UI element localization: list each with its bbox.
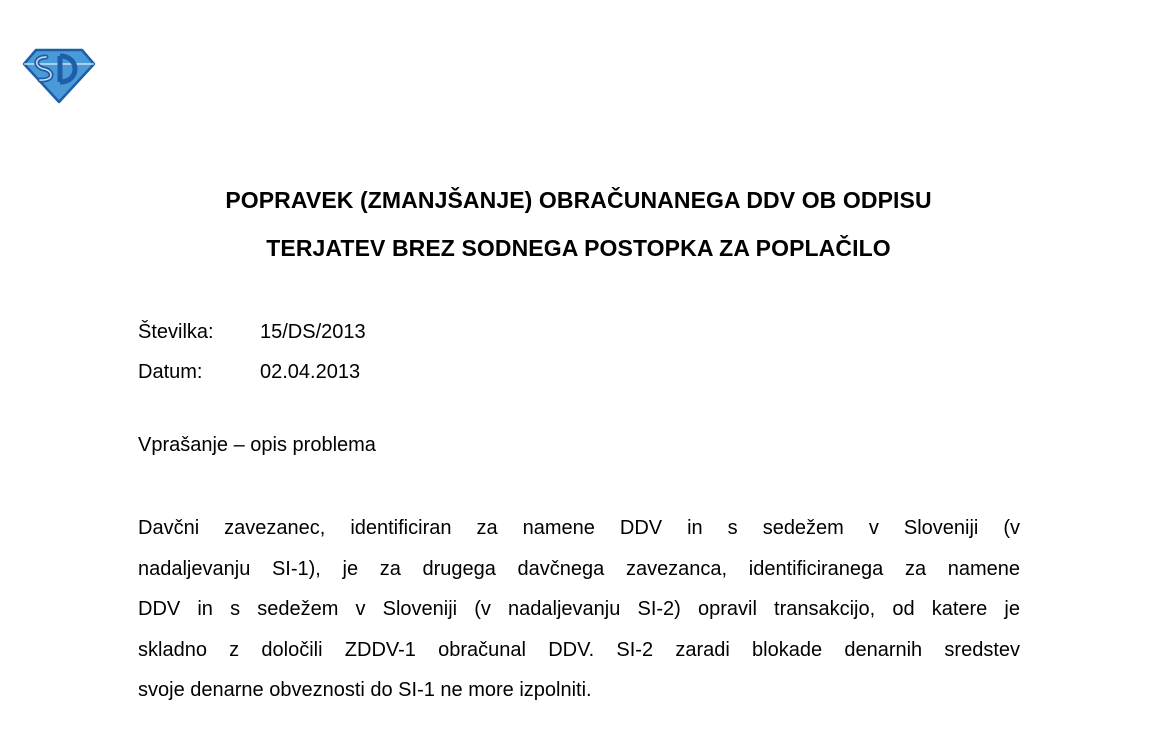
title-line-1: POPRAVEK (ZMANJŠANJE) OBRAČUNANEGA DDV OB ODPISU <box>225 187 932 213</box>
document-meta <box>138 312 366 392</box>
sd-diamond-logo-icon <box>22 48 96 104</box>
paragraph-line: skladno z določili ZDDV-1 obračunal DDV. SI-2 zaradi blokade denarnih sredstev <box>138 638 1020 661</box>
document-title <box>0 176 1157 272</box>
date-label: Datum: <box>138 361 203 383</box>
company-logo <box>22 48 96 104</box>
date-value: 02.04.2013 <box>260 361 361 383</box>
paragraph-line: Davčni zavezanec, identificiran za namene DDV in s sedežem v Sloveniji (v <box>138 517 1020 539</box>
date-row <box>138 352 366 392</box>
paragraph-line: svoje denarne obveznosti do SI-1 ne more izpolniti. <box>138 679 592 701</box>
section-heading: Vprašanje – opis problema <box>138 434 376 456</box>
problem-paragraph <box>138 508 1020 711</box>
number-row <box>138 312 366 352</box>
paragraph-line: nadaljevanju SI-1), je za drugega davčnega zavezanca, identificiranega za namene <box>138 557 1020 580</box>
paragraph-line: DDV in s sedežem v Sloveniji (v nadaljevanju SI-2) opravil transakcijo, od katere je <box>138 598 1020 620</box>
number-value: 15/DS/2013 <box>260 321 366 343</box>
number-label: Številka: <box>138 321 214 343</box>
title-line-2: TERJATEV BREZ SODNEGA POSTOPKA ZA POPLAČILO <box>266 235 891 261</box>
